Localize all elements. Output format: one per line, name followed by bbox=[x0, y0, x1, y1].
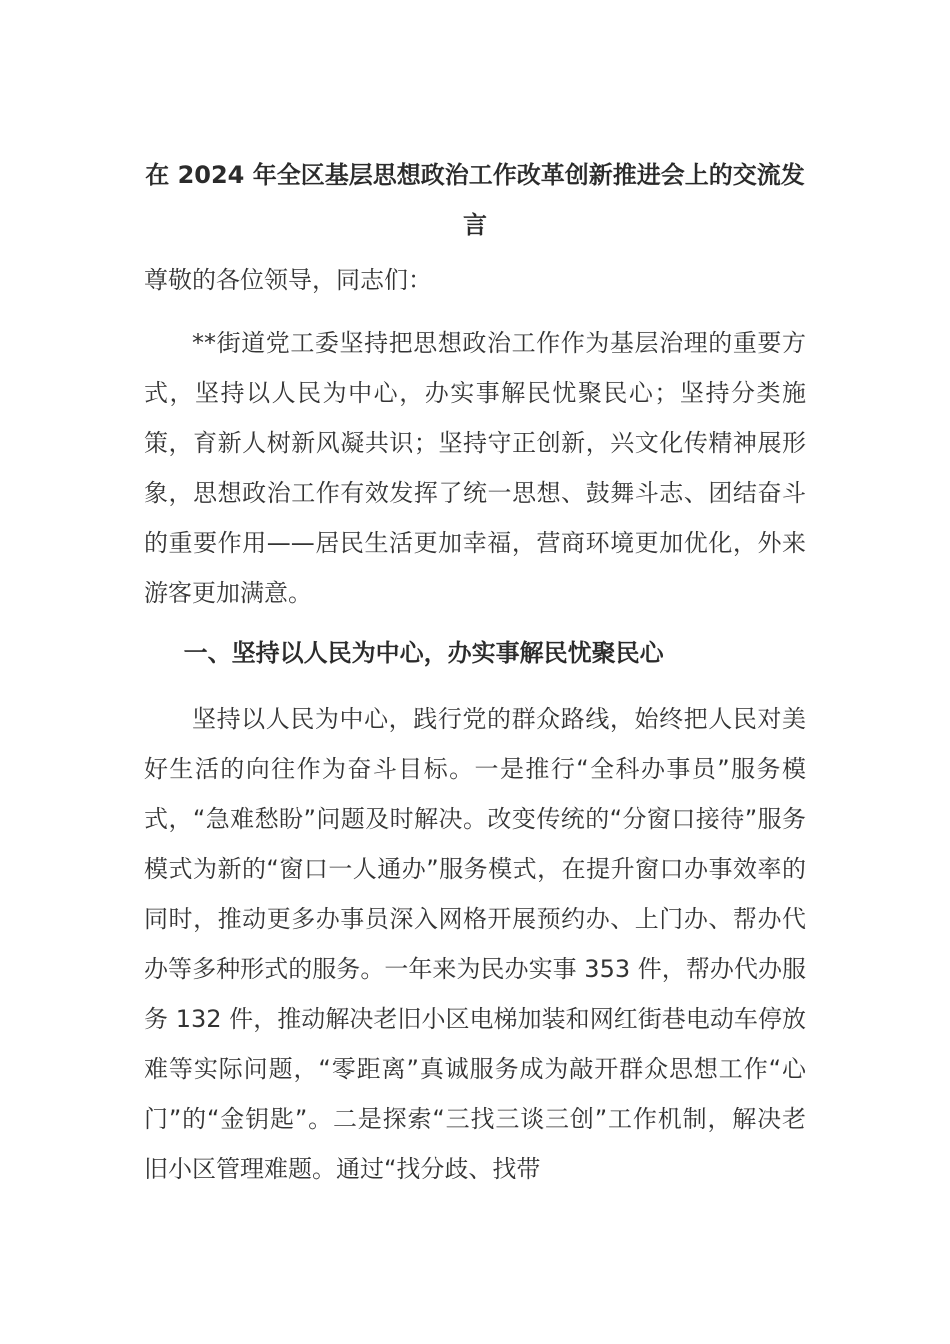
section-paragraph: 坚持以人民为中心，践行党的群众路线，始终把人民对美好生活的向往作为奋斗目标。一是推行“全科办事员”服务模式，“急难愁盼”问题及时解决。改变传统的“分窗口接待”服务模式为新的“窗口一人通办”服务模式，在提升窗口办事效率的同时，推动更多办事员深入网格开展预约办、上门办、帮办代办等多种形式的服务。一年来为民办实事 353 件，帮办代办服务 132 件，推动解决老旧小区电梯加装和网红街巷电动车停放难等实际问题，“零距离”真诚服务成为敲开群众思想工作“心门”的“金钥匙”。二是探索“三找三谈三创”工作机制，解决老旧小区管理难题。通过“找分歧、找带 bbox=[144, 705, 806, 1183]
greeting-line: 尊敬的各位领导，同志们： bbox=[144, 266, 432, 294]
section-heading: 一、坚持以人民为中心，办实事解民忧聚民心 bbox=[183, 639, 664, 667]
intro-paragraph: **街道党工委坚持把思想政治工作作为基层治理的重要方式，坚持以人民为中心，办实事解民忧聚民心；坚持分类施策，育新人树新风凝共识；坚持守正创新，兴文化传精神展形象，思想政治工作有效发挥了统一思想、鼓舞斗志、团结奋斗的重要作用——居民生活更加幸福，营商环境更加优化，外来游客更加满意。 bbox=[144, 329, 806, 607]
document-body bbox=[144, 150, 806, 1194]
document-title: 在 2024 年全区基层思想政治工作改革创新推进会上的交流发言 bbox=[145, 161, 805, 239]
